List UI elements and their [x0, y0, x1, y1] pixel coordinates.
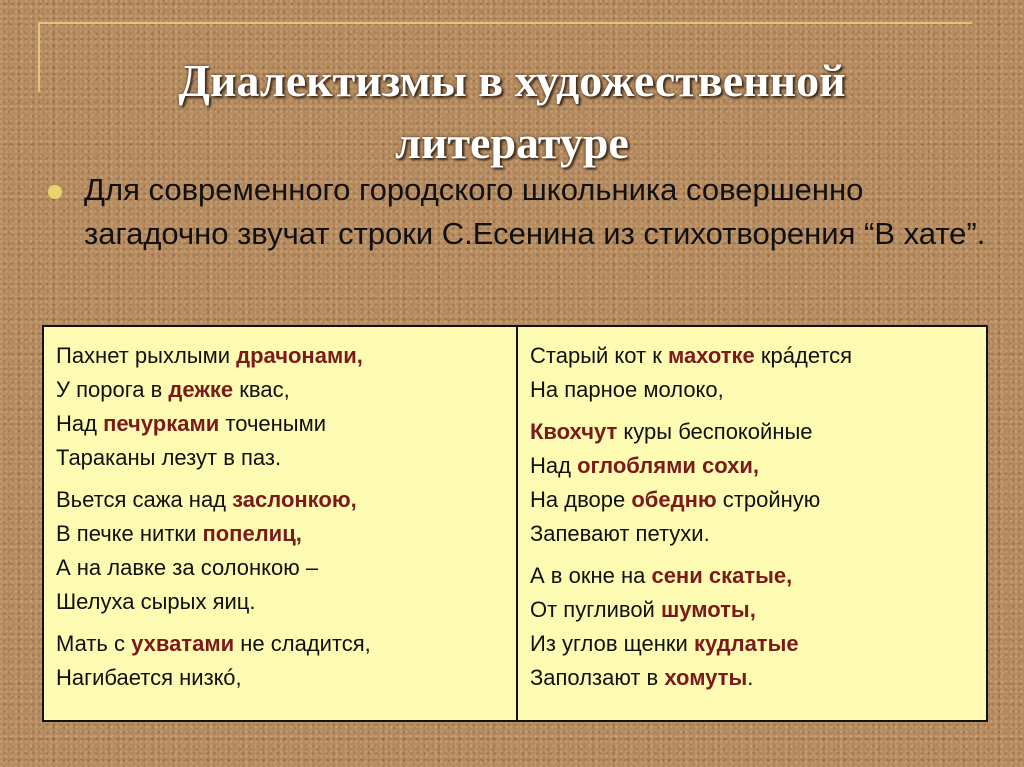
intro-bullet	[48, 168, 988, 256]
poem-line	[56, 373, 516, 407]
poem-line	[56, 339, 516, 373]
poem-column-left	[44, 327, 518, 720]
line-text: ,	[350, 487, 357, 512]
stanza	[530, 559, 986, 695]
poem-column-right	[518, 327, 986, 720]
line-text: Шелуха сырых яиц.	[56, 589, 256, 614]
line-text: От пугливой	[530, 597, 661, 622]
line-text: квас,	[233, 377, 290, 402]
line-text: Из углов щенки	[530, 631, 694, 656]
line-text: Заползают в	[530, 665, 665, 690]
line-text: Тараканы лезут в паз.	[56, 445, 282, 470]
poem-line	[56, 627, 516, 661]
poem-line	[530, 661, 986, 695]
line-text: куры беспокойные	[617, 419, 813, 444]
dialect-word: шумоты	[660, 597, 750, 622]
bullet-dot-icon	[48, 185, 62, 199]
line-text: Пахнет рыхлыми	[56, 343, 237, 368]
dialect-word: ухватами	[131, 631, 235, 656]
poem-line	[56, 585, 516, 619]
slide-title	[60, 50, 964, 174]
poem-line	[56, 441, 516, 475]
line-text: Над	[530, 453, 578, 478]
line-text: А в окне на	[530, 563, 652, 588]
dialect-word: драчонами	[236, 343, 357, 368]
line-text: ,	[295, 521, 302, 546]
line-text: ,	[749, 597, 756, 622]
dialect-word: Квохчут	[530, 419, 618, 444]
poem-line	[530, 559, 986, 593]
stanza	[530, 339, 986, 407]
stanza	[530, 415, 986, 551]
line-text: Над	[56, 411, 104, 436]
line-text: .	[747, 665, 754, 690]
dialect-word: дежке	[168, 377, 234, 402]
dialect-word: кудлатые	[693, 631, 799, 656]
line-text: ,	[752, 453, 760, 478]
line-text: Вьется сажа над	[56, 487, 233, 512]
decorative-frame-left	[38, 22, 40, 92]
line-text: На дворе	[530, 487, 632, 512]
dialect-word: обедню	[631, 487, 717, 512]
poem-line	[56, 517, 516, 551]
decorative-frame-top	[38, 22, 972, 24]
poem-line	[530, 449, 986, 483]
title-line-1: Диалектизмы в художественной	[178, 55, 846, 106]
line-text: ,	[356, 343, 363, 368]
line-text: ,	[786, 563, 793, 588]
dialect-word: сени скатые	[651, 563, 787, 588]
poem-line	[530, 593, 986, 627]
poem-line	[530, 483, 986, 517]
stanza	[56, 483, 516, 619]
line-text: А на лавке за солонкою –	[56, 555, 319, 580]
poem-line	[56, 407, 516, 441]
dialect-word: хомуты	[664, 665, 748, 690]
poem-line	[56, 551, 516, 585]
poem-line	[530, 339, 986, 373]
line-text: Запевают петухи.	[530, 521, 710, 546]
line-text: не сладится,	[234, 631, 371, 656]
poem-line	[56, 483, 516, 517]
poem-line	[530, 517, 986, 551]
dialect-word: печурками	[103, 411, 220, 436]
title-line-2: литературе	[395, 117, 629, 168]
dialect-word: махотке	[667, 343, 755, 368]
line-text: Нагибается низкó,	[56, 665, 242, 690]
dialect-word: заслонкою	[232, 487, 351, 512]
line-text: У порога в	[56, 377, 169, 402]
line-text: точеными	[219, 411, 327, 436]
poem-table	[42, 325, 988, 722]
poem-line	[56, 661, 516, 695]
stanza	[56, 339, 516, 475]
line-text: На парное молоко,	[530, 377, 724, 402]
poem-line	[530, 415, 986, 449]
line-text: крáдется	[754, 343, 853, 368]
line-text: стройную	[716, 487, 821, 512]
line-text: Старый кот к	[530, 343, 668, 368]
line-text: В печке нитки	[56, 521, 203, 546]
stanza	[56, 627, 516, 695]
line-text: Мать с	[56, 631, 132, 656]
dialect-word: попелиц	[202, 521, 296, 546]
poem-line	[530, 627, 986, 661]
dialect-word: оглоблями сохи	[577, 453, 753, 478]
poem-line	[530, 373, 986, 407]
intro-text: Для современного городского школьника совершенно загадочно звучат строки С.Есенина из стихотворения “В хате”.	[84, 172, 986, 251]
